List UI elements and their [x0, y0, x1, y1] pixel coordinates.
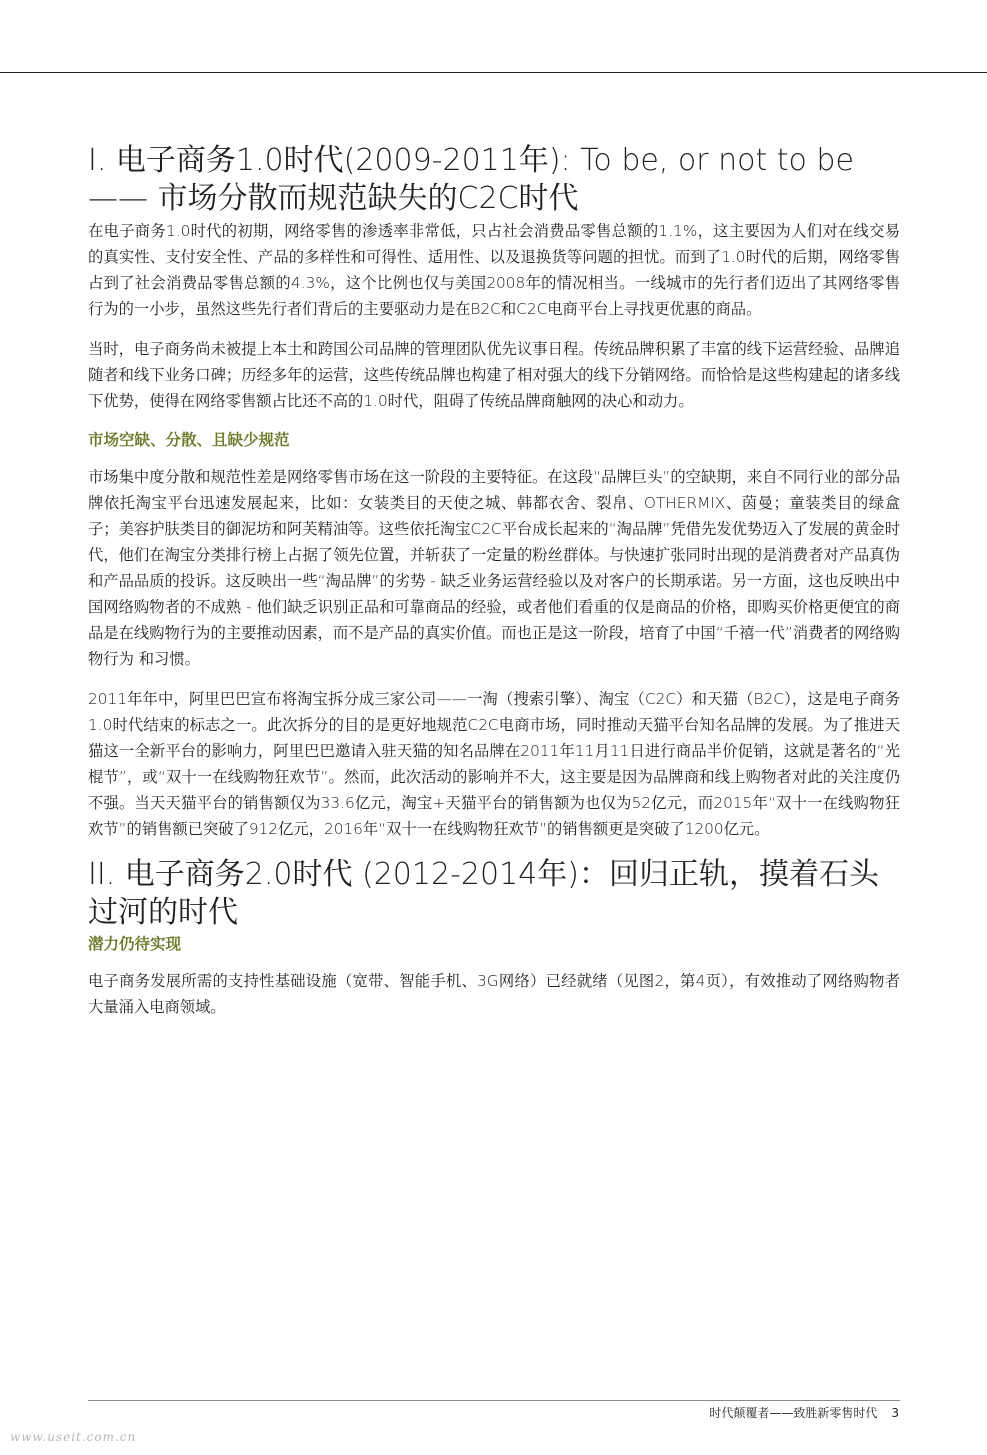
subheading-market-gap: 市场空缺、分散、且缺少规范 [88, 431, 290, 449]
paragraph: 市场集中度分散和规范性差是网络零售市场在这一阶段的主要特征。在这段“品牌巨头”的空缺期，来自不同行业的部分品牌依托淘宝平台迅速发展起来，比如：女装类目的天使之城、韩都衣舍、裂帛、OTHERMIX、茵曼；童装类目的绿盒子；美容护肤类目的御泥坊和阿芙精油等。这些依托淘宝C2C平台成长起来的“淘品牌”凭借先发优势迈入了发展的黄金时代，他们在淘宝分类排行榜上占据了领先位置，并斩获了一定量的粉丝群体。与快速扩张同时出现的是消费者对产品真伪和产品品质的投诉。这反映出一些“淘品牌”的劣势 - 缺乏业务运营经验以及对客户的长期承诺。另一方面，这也反映出中国网络购物者的不成熟 - 他们缺乏识别正品和可靠商品的经验，或者他们看重的仅是商品的价格，即购买价格更便宜的商品是在线购物行为的主要推动因素，而不是产品的真实价值。而也正是这一阶段，培育了中国“千禧一代”消费者的网络购物行为 和习惯。 [88, 468, 900, 668]
page-footer [709, 1405, 899, 1421]
page-number: 3 [891, 1406, 899, 1420]
paragraph: 2011年年中，阿里巴巴宣布将淘宝拆分成三家公司——一淘（搜索引擎）、淘宝（C2C）和天猫（B2C），这是电子商务1.0时代结束的标志之一。此次拆分的目的是更好地规范C2C电商市场，同时推动天猫平台知名品牌的发展。为了推进天猫这一全新平台的影响力，阿里巴巴邀请入驻天猫的知名品牌在2011年11月11日进行商品半价促销，这就是著名的“光棍节”，或“双十一在线购物狂欢节”。然而，此次活动的影响并不大，这主要是因为品牌商和线上购物者对此的关注度仍不强。当天天猫平台的销售额仅为33.6亿元，淘宝+天猫平台的销售额为也仅为52亿元，而2015年“双十一在线购物狂欢节”的销售额已突破了912亿元，2016年“双十一在线购物狂欢节”的销售额更是突破了1200亿元。 [88, 690, 900, 838]
page-content [88, 142, 900, 1034]
paragraph: 当时，电子商务尚未被提上本土和跨国公司品牌的管理团队优先议事日程。传统品牌积累了丰富的线下运营经验、品牌追随者和线下业务口碑；历经多年的运营，这些传统品牌也构建了相对强大的线下分销网络。而恰恰是这些构建起的诸多线下优势，使得在网络零售额占比还不高的1.0时代，阻碍了传统品牌商触网的决心和动力。 [88, 340, 900, 410]
footer-rule [88, 1400, 900, 1401]
section-1-title: I. 电子商务1.0时代(2009-2011年): To be, or not to be —— 市场分散而规范缺失的C2C时代 [88, 143, 854, 216]
paragraph: 在电子商务1.0时代的初期，网络零售的渗透率非常低，只占社会消费品零售总额的1.1%，这主要因为人们对在线交易的真实性、支付安全性、产品的多样性和可得性、适用性、以及退换货等问题的担忧。而到了1.0时代的后期，网络零售占到了社会消费品零售总额的4.3%，这个比例也仅与美国2008年的情况相当。一线城市的先行者们迈出了其网络零售行为的一小步，虽然这些先行者们背后的主要驱动力是在B2C和C2C电商平台上寻找更优惠的商品。 [88, 222, 900, 318]
subheading-potential: 潜力仍待实现 [88, 935, 182, 953]
section-2-title: II. 电子商务2.0时代 (2012-2014年)：回归正轨，摸着石头过河的时代 [88, 857, 879, 930]
footer-title: 时代颠覆者——致胜新零售时代 [709, 1406, 878, 1420]
watermark: www.useit.com.cn [10, 1430, 137, 1444]
paragraph: 电子商务发展所需的支持性基础设施（宽带、智能手机、3G网络）已经就绪（见图2，第4页），有效推动了网络购物者大量涌入电商领域。 [88, 972, 900, 1016]
top-rule [0, 72, 987, 73]
